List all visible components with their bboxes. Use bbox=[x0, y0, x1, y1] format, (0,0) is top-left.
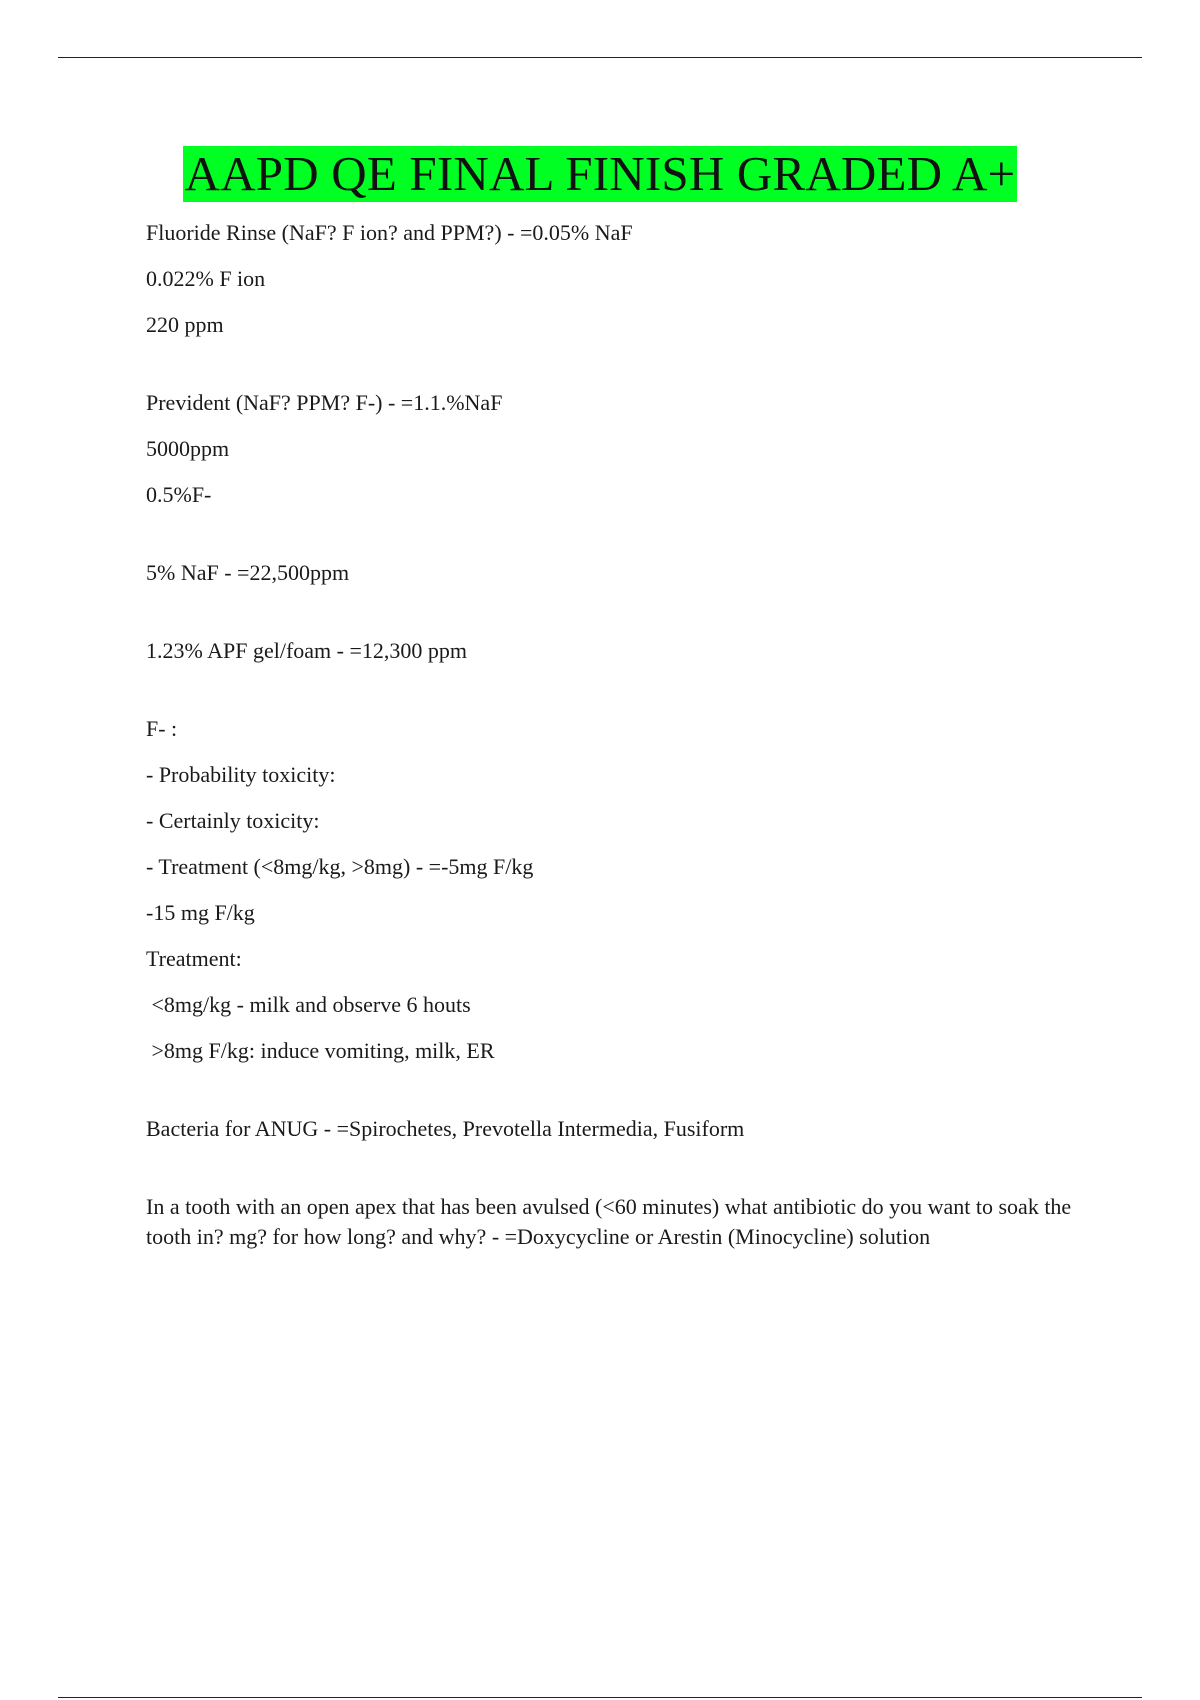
text-line: 5% NaF - =22,500ppm bbox=[146, 560, 350, 585]
block-gap bbox=[146, 356, 1086, 388]
text-line: 220 ppm bbox=[146, 312, 224, 337]
text-line: 0.5%F- bbox=[146, 482, 212, 507]
block-naf-5 bbox=[146, 558, 1086, 588]
title-container bbox=[0, 146, 1200, 202]
block-gap bbox=[146, 1082, 1086, 1114]
block-fluoride-toxicity bbox=[146, 714, 1086, 1066]
block-prevident bbox=[146, 388, 1086, 510]
block-gap bbox=[146, 682, 1086, 714]
document-title: AAPD QE FINAL FINISH GRADED A+ bbox=[184, 146, 1016, 201]
block-apf-gel bbox=[146, 636, 1086, 666]
text-line: <8mg/kg - milk and observe 6 houts bbox=[146, 992, 471, 1017]
bottom-rule bbox=[58, 1697, 1142, 1698]
block-fluoride-rinse bbox=[146, 218, 1086, 340]
text-line: 0.022% F ion bbox=[146, 266, 266, 291]
document-body bbox=[146, 218, 1086, 1252]
text-line: >8mg F/kg: induce vomiting, milk, ER bbox=[146, 1038, 495, 1063]
text-line: Treatment: bbox=[146, 946, 242, 971]
text-line: - Probability toxicity: bbox=[146, 762, 336, 787]
block-gap bbox=[146, 604, 1086, 636]
text-line: - Treatment (<8mg/kg, >8mg) - =-5mg F/kg bbox=[146, 854, 534, 879]
block-gap bbox=[146, 526, 1086, 558]
block-anug-bacteria bbox=[146, 1114, 1086, 1144]
top-rule bbox=[58, 57, 1142, 58]
text-line: - Certainly toxicity: bbox=[146, 808, 320, 833]
block-avulsed-tooth bbox=[146, 1192, 1086, 1252]
text-line: F- : bbox=[146, 716, 178, 741]
block-gap bbox=[146, 1160, 1086, 1192]
text-line: Prevident (NaF? PPM? F-) - =1.1.%NaF bbox=[146, 390, 503, 415]
text-line: Fluoride Rinse (NaF? F ion? and PPM?) - =0.05% NaF bbox=[146, 220, 633, 245]
text-line: -15 mg F/kg bbox=[146, 900, 255, 925]
text-line: Bacteria for ANUG - =Spirochetes, Prevotella Intermedia, Fusiform bbox=[146, 1116, 745, 1141]
text-paragraph: In a tooth with an open apex that has been avulsed (<60 minutes) what antibiotic do you want to soak the tooth in? mg? for how long? and why? - =Doxycycline or Arestin (Minocycline) solution bbox=[146, 1194, 1072, 1249]
text-line: 5000ppm bbox=[146, 436, 230, 461]
text-line: 1.23% APF gel/foam - =12,300 ppm bbox=[146, 638, 468, 663]
